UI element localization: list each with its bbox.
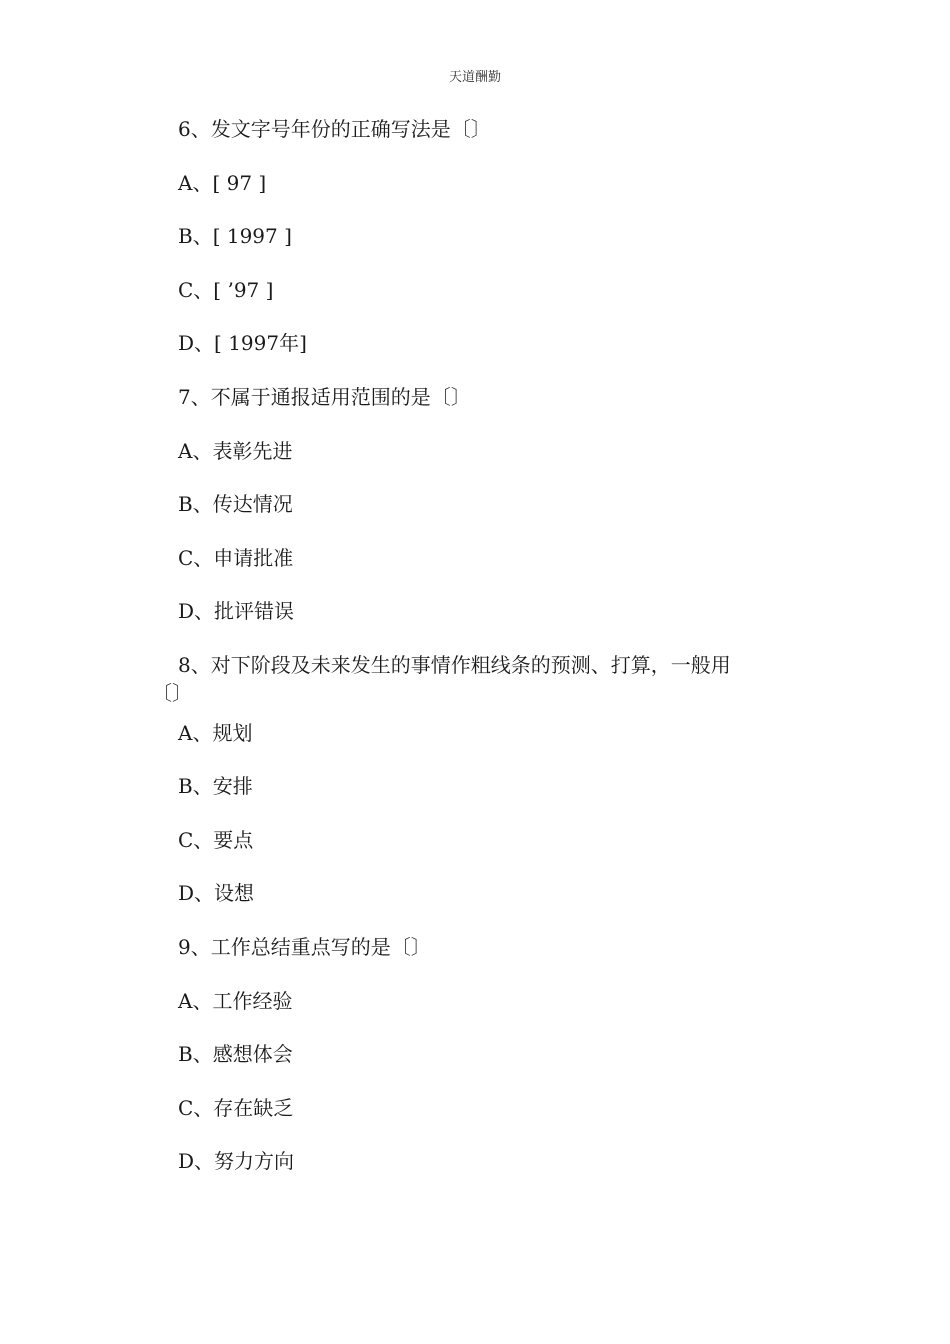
option-8-d: D、设想 <box>178 881 255 906</box>
option-8-c: C、要点 <box>178 827 254 852</box>
option-7-d: D、批评错误 <box>178 599 295 624</box>
option-6-c: C、[ ’97 ] <box>178 277 274 302</box>
option-9-a: A、工作经验 <box>178 988 293 1013</box>
question-7: 7、不属于通报适用范围的是〔〕 <box>178 384 471 409</box>
option-6-b: B、[ 1997 ] <box>178 224 292 249</box>
question-6: 6、发文字号年份的正确写法是〔〕 <box>178 117 491 141</box>
question-8: 8、对下阶段及未来发生的事情作粗线条的预测、打算，一般用 <box>178 652 731 677</box>
question-8-continuation: 〔〕 <box>152 680 192 705</box>
option-8-a: A、规划 <box>178 720 253 745</box>
option-6-d: D、[ 1997年] <box>178 331 307 356</box>
option-8-b: B、安排 <box>178 774 253 799</box>
option-9-c: C、存在缺乏 <box>178 1095 294 1120</box>
option-6-a: A、[ 97 ] <box>178 170 267 195</box>
page-header: 天道酬勤 <box>448 70 501 85</box>
option-7-c: C、申请批准 <box>178 545 294 570</box>
option-9-d: D、努力方向 <box>178 1149 295 1174</box>
option-7-a: A、表彰先进 <box>178 438 293 463</box>
document-body <box>0 114 950 1200</box>
option-9-b: B、感想体会 <box>178 1042 293 1067</box>
question-9: 9、工作总结重点写的是〔〕 <box>178 934 431 959</box>
option-7-b: B、传达情况 <box>178 492 293 517</box>
